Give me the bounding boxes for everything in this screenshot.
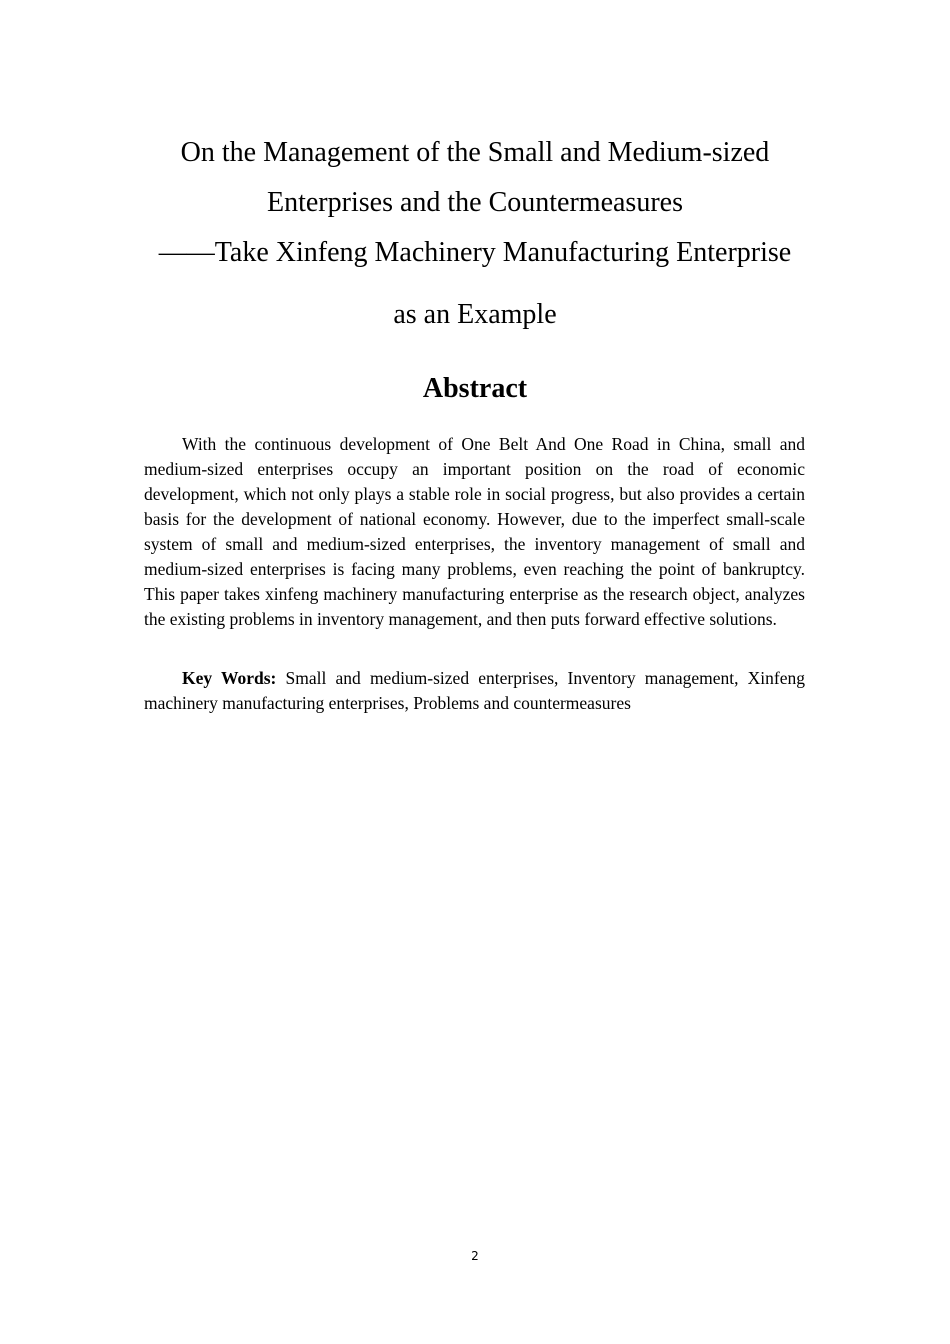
paper-title	[120, 128, 830, 340]
keywords-label: Key Words:	[182, 668, 277, 688]
abstract-heading: Abstract	[422, 373, 528, 404]
subtitle-line-2: as an Example	[393, 299, 557, 330]
keywords-text: Small and medium-sized enterprises, Inventory management, Xinfeng machinery manufacturing enterprises, Problems and countermeasures	[144, 668, 805, 713]
subtitle-line-1: ——Take Xinfeng Machinery Manufacturing Enterprise	[158, 237, 792, 268]
abstract-paragraph: With the continuous development of One Belt And One Road in China, small and medium-sized enterprises occupy an important position on the road of economic development, which not only plays a stable role in social progress, but also provides a certain basis for the development of national economy. However, due to the imperfect small-scale system of small and medium-sized enterprises, the inventory management of small and medium-sized enterprises is facing many problems, even reaching the point of bankruptcy. This paper takes xinfeng machinery manufacturing enterprise as the research object, analyzes the existing problems in inventory management, and then puts forward effective solutions.	[144, 434, 805, 629]
title-line-2: Enterprises and the Countermeasures	[267, 187, 683, 218]
keywords-paragraph	[144, 666, 805, 716]
title-line-1: On the Management of the Small and Medium-sized	[180, 137, 770, 168]
page-number: 2	[471, 1249, 479, 1263]
